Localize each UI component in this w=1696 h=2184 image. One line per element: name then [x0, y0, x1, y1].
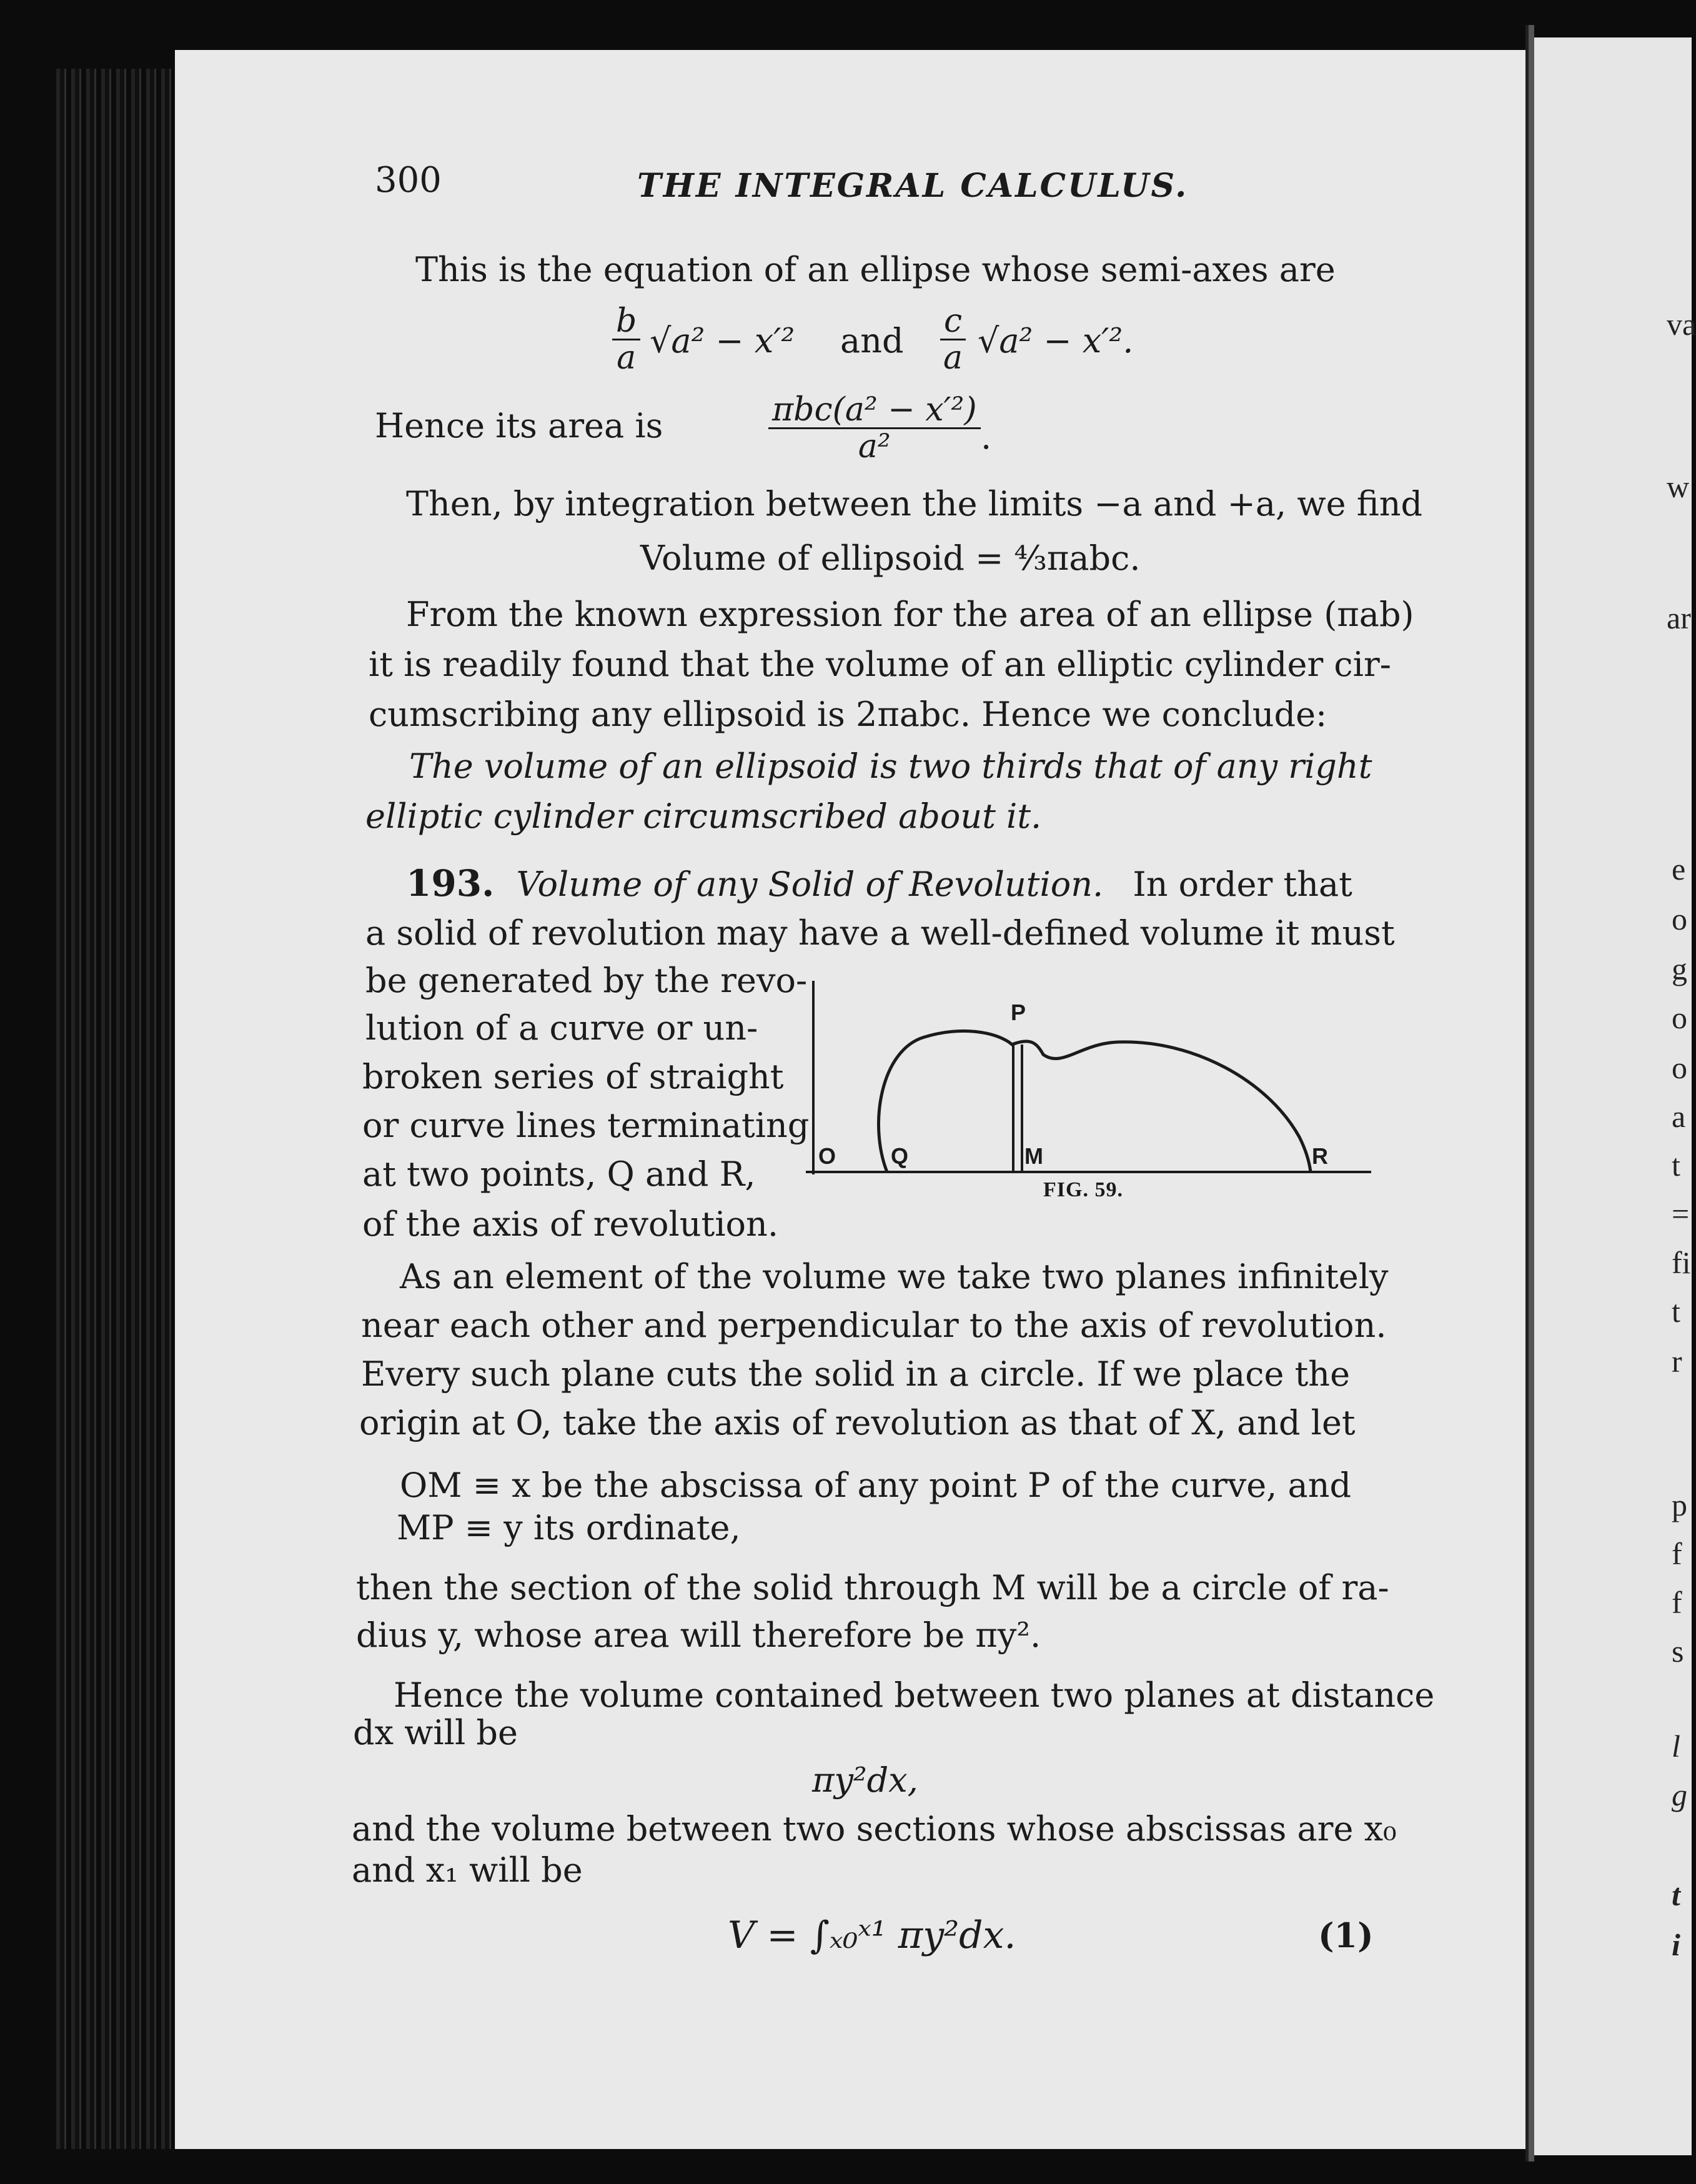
label-m: M: [1024, 1143, 1043, 1169]
fraction-numerator: c: [940, 304, 966, 340]
right-fragment: fi: [1672, 1245, 1691, 1280]
area-fraction-period: .: [981, 417, 992, 457]
right-fragment: va: [1667, 307, 1696, 342]
label-p: P: [1011, 1000, 1026, 1025]
right-fragment: f: [1672, 1585, 1682, 1620]
right-fragment: p: [1672, 1487, 1687, 1522]
section-text: In order that: [1133, 865, 1352, 904]
text-line-25: then the section of the solid through M will be a circle of ra-: [356, 1568, 1389, 1607]
section-number: 193.: [406, 862, 495, 905]
text-line-7: it is readily found that the volume of an elliptic cylinder cir-: [369, 645, 1392, 684]
right-fragment: =: [1672, 1196, 1690, 1231]
right-fragment: a: [1672, 1099, 1686, 1134]
ellipsoid-volume-formula: Volume of ellipsoid = ⁴⁄₃πabc.: [640, 539, 1141, 578]
text-line-6: From the known expression for the area of an ellipse (πab): [406, 595, 1414, 634]
right-fragment: o: [1672, 901, 1687, 936]
figure-caption: FIG. 59.: [1043, 1178, 1123, 1201]
fraction-b-over-a: [612, 304, 640, 375]
text-line-14: lution of a curve or un-: [365, 1008, 758, 1048]
definition-om: OM ≡ x be the abscissa of any point P of the curve, and: [400, 1466, 1352, 1505]
right-fragment: ar: [1667, 600, 1691, 635]
volume-integral: V = ∫ₓ₀ˣ¹ πy²dx.: [728, 1913, 1016, 1957]
fraction-numerator: b: [612, 304, 640, 340]
and-word: and: [840, 321, 904, 360]
right-fragment: o: [1672, 1000, 1687, 1035]
label-o: O: [818, 1143, 836, 1169]
right-fragment: t: [1672, 1148, 1680, 1183]
area-fraction: [768, 392, 981, 464]
equation-number: (1): [1318, 1915, 1374, 1955]
text-line-1: This is the equation of an ellipse whose semi-axes are: [415, 250, 1336, 289]
fraction-c-over-a: [940, 304, 966, 375]
text-line-18: of the axis of revolution.: [362, 1204, 778, 1244]
text-line-26: dius y, whose area will therefore be πy².: [356, 1616, 1041, 1655]
theorem-line-2: elliptic cylinder circumscribed about it.: [365, 797, 1042, 836]
running-title: THE INTEGRAL CALCULUS.: [637, 167, 1189, 205]
right-fragment: t: [1672, 1877, 1680, 1912]
right-fragment: i: [1672, 1927, 1680, 1962]
right-fragment: w: [1667, 469, 1690, 504]
text-line-12: a solid of revolution may have a well-defined volume it must: [365, 913, 1395, 953]
right-fragment: g: [1672, 951, 1687, 986]
fraction-denominator: a: [617, 339, 637, 377]
right-fragment: s: [1672, 1634, 1684, 1669]
text-line-21: Every such plane cuts the solid in a circle. If we place the: [361, 1354, 1351, 1394]
right-fragment: o: [1672, 1050, 1687, 1085]
section-heading: [406, 863, 1352, 905]
text-line-17: at two points, Q and R,: [362, 1154, 756, 1194]
label-q: Q: [891, 1143, 909, 1169]
figure-59: [806, 975, 1387, 1212]
text-line-15: broken series of straight: [362, 1057, 784, 1096]
text-line-30: and the volume between two sections whose abscissas are x₀: [352, 1809, 1397, 1849]
label-r: R: [1312, 1143, 1328, 1169]
radical-expression-1: √a² − x′²: [650, 321, 795, 360]
right-fragment: g: [1672, 1777, 1687, 1812]
area-label: Hence its area is: [375, 406, 663, 445]
right-fragment: l: [1672, 1729, 1680, 1764]
volume-element: πy²dx,: [812, 1760, 918, 1800]
text-line-27: Hence the volume contained between two planes at distance: [394, 1675, 1435, 1715]
definition-mp: MP ≡ y its ordinate,: [397, 1508, 741, 1547]
figure-59-drawing: [806, 975, 1387, 1212]
text-line-19: As an element of the volume we take two planes infinitely: [400, 1257, 1389, 1296]
generating-curve: [879, 1031, 1311, 1172]
page-number: 300: [375, 160, 442, 201]
text-line-31: and x₁ will be: [352, 1850, 583, 1890]
text-line-13: be generated by the revo-: [365, 961, 808, 1000]
section-title: Volume of any Solid of Revolution.: [516, 865, 1104, 904]
right-fragment: e: [1672, 851, 1686, 886]
text-line-20: near each other and perpendicular to the axis of revolution.: [361, 1306, 1387, 1345]
text-line-8: cumscribing any ellipsoid is 2πabc. Hence we conclude:: [369, 695, 1327, 734]
fraction-denominator: a: [943, 339, 963, 377]
right-fragment: f: [1672, 1536, 1682, 1571]
text-line-4: Then, by integration between the limits −a and +a, we find: [406, 484, 1423, 524]
text-line-22: origin at O, take the axis of revolution as that of X, and let: [359, 1403, 1356, 1442]
fraction-numerator: πbc(a² − x′²): [768, 392, 981, 429]
right-fragment: t: [1672, 1294, 1680, 1329]
text-line-28: dx will be: [353, 1713, 518, 1752]
theorem-line-1: The volume of an ellipsoid is two thirds that of any right: [409, 747, 1372, 786]
text-line-16: or curve lines terminating: [362, 1106, 810, 1145]
radical-expression-2: √a² − x′².: [978, 321, 1134, 360]
right-fragment: r: [1672, 1344, 1682, 1379]
fraction-denominator: a²: [858, 428, 891, 465]
